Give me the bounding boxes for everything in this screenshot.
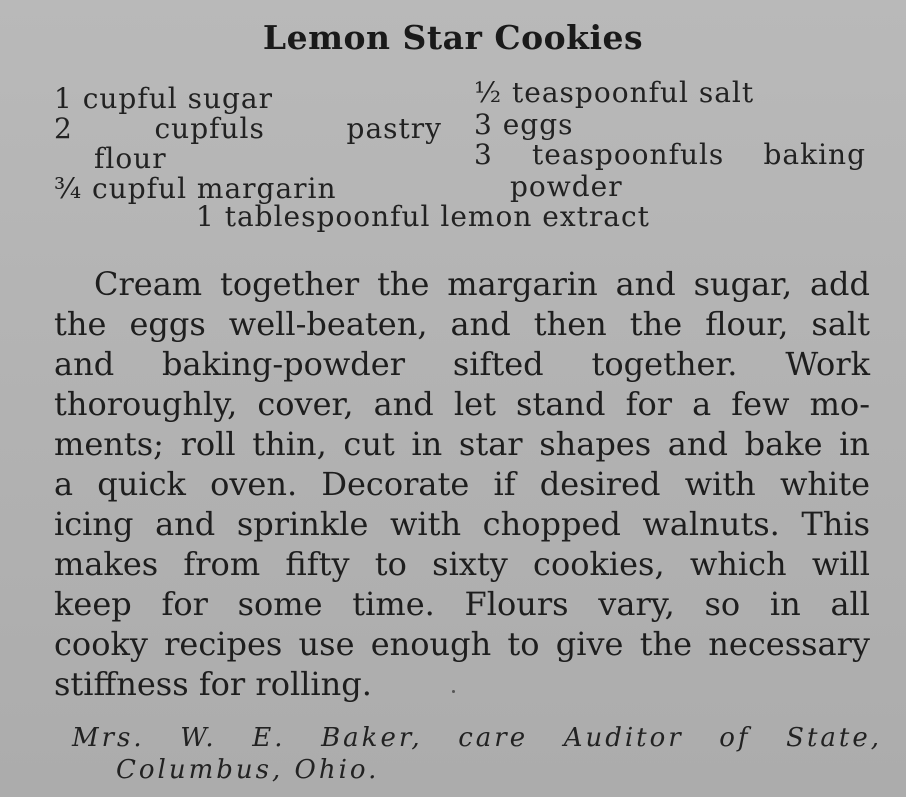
ingredient-powder: powder: [510, 170, 623, 203]
ingredient-pastry: 2 cupfuls pastry: [54, 112, 442, 145]
ingredient-eggs: 3 eggs: [474, 108, 574, 141]
ingredient-flour: flour: [94, 142, 167, 175]
contributor-line: Mrs. W. E. Baker, care Auditor of State,: [72, 723, 882, 753]
directions-line: thoroughly, cover, and let stand for a few mo-: [54, 385, 870, 423]
ingredient-baking: 3 teaspoonfuls baking: [474, 138, 866, 171]
ingredient-margarin: ¾ cupful margarin: [54, 172, 337, 205]
directions-line: stiffness for rolling.: [54, 665, 372, 703]
print-speck: [452, 690, 455, 693]
directions-line: cooky recipes use enough to give the necessary: [54, 625, 870, 663]
recipe-directions: [54, 264, 870, 704]
directions-line: keep for some time. Flours vary, so in all: [54, 585, 870, 623]
directions-line: and baking-powder sifted together. Work: [54, 345, 870, 383]
ingredient-lemon-extract: 1 tablespoonful lemon extract: [196, 200, 650, 233]
directions-line: Cream together the margarin and sugar, add: [94, 265, 870, 303]
directions-line: icing and sprinkle with chopped walnuts. This: [54, 505, 870, 543]
directions-line: makes from fifty to sixty cookies, which will: [54, 545, 870, 583]
recipe-title: Lemon Star Cookies: [262, 18, 644, 57]
ingredient-sugar: 1 cupful sugar: [54, 82, 274, 115]
directions-line: ments; roll thin, cut in star shapes and bake in: [54, 425, 870, 463]
directions-line: a quick oven. Decorate if desired with white: [54, 465, 870, 503]
contributor-location: Columbus, Ohio.: [116, 755, 380, 785]
directions-line: the eggs well-beaten, and then the flour, salt: [54, 305, 870, 343]
ingredient-salt: ½ teaspoonful salt: [474, 76, 755, 109]
